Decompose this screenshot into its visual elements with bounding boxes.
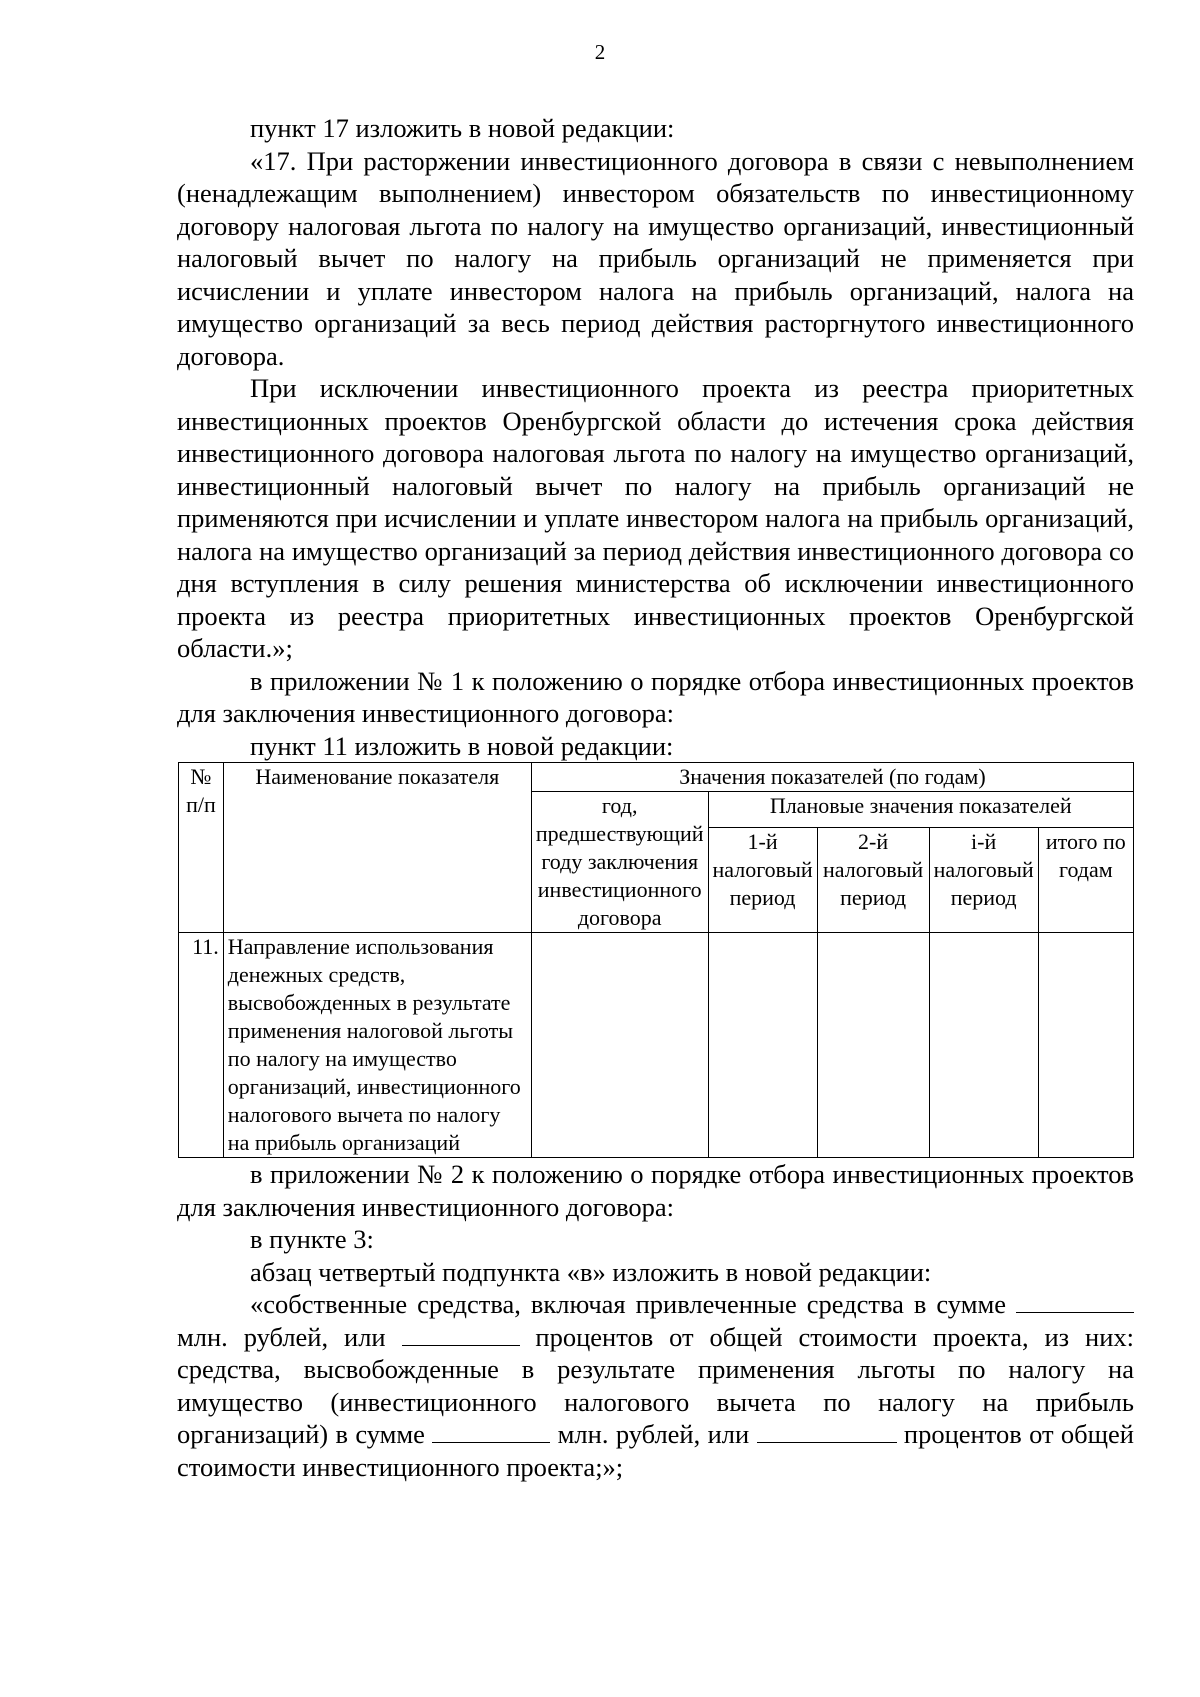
paragraph-point-3: в пункте 3: [250, 1224, 374, 1254]
col-number-header: № п/п [179, 763, 224, 933]
blank-field-3 [432, 1441, 550, 1443]
paragraph-appendix-1: в приложении № 1 к положению о порядке отбора инвестиционных проектов для заключения инвестиционного договора: [177, 665, 1134, 728]
final-part-4: млн. рублей, или [557, 1419, 750, 1449]
paragraph-final [177, 1288, 1134, 1483]
final-part-2: млн. рублей, или [177, 1321, 386, 1352]
blank-field-2 [402, 1344, 520, 1346]
cell-prev-year [531, 933, 708, 1158]
col-values-header: Значения показателей (по годам) [531, 763, 1133, 792]
final-part-1: «собственные средства, включая привлеченные средства в сумме [250, 1289, 1006, 1319]
paragraph-abzac: абзац четвертый подпункта «в» изложить в новой редакции: [250, 1256, 932, 1287]
document-body [177, 112, 1134, 1483]
row-name: Направление использования денежных средств, высвобожденных в результате применения налоговой льготы по налогу на имущество организаций, инвестиционного налогового вычета по налогу на прибыль организаций [223, 933, 531, 1158]
cell-period-i [929, 933, 1038, 1158]
col-planned-header: Плановые значения показателей [708, 792, 1134, 828]
final-part-5: процентов от общей стоимости инвестиционного проекта;»; [177, 1419, 1134, 1482]
indicators-table [178, 762, 1134, 1158]
paragraph-17: «17. При расторжении инвестиционного договора в связи с невыполнением (ненадлежащим выполнением) инвестором обязательств по инвестиционному договору налоговая льгота по налогу на имущество организаций, инвестиционный налоговый вычет по налогу на прибыль организаций не применяется при исчислении и уплате инвестором налога на прибыль организаций, налога на имущество организаций за весь период действия расторгнутого инвестиционного договора. [177, 145, 1134, 371]
cell-period-2 [817, 933, 929, 1158]
blank-field-1 [1016, 1311, 1134, 1313]
paragraph-appendix-2: в приложении № 2 к положению о порядке отбора инвестиционных проектов для заключения инвестиционного договора: [177, 1159, 1134, 1222]
paragraph-exclusion: При исключении инвестиционного проекта из реестра приоритетных инвестиционных проектов Оренбургской области до истечения срока действия инвестиционного договора налоговая льгота по налогу на имущество организаций, инвестиционный налоговый вычет по налогу на прибыль организаций не применяются при исчислении и уплате инвестором налога на прибыль организаций, налога на имущество организаций за период действия инвестиционного договора со дня вступления в силу решения министерства об исключении инвестиционного проекта из реестра приоритетных инвестиционных проектов Оренбургской области.»; [177, 373, 1134, 663]
col-name-header: Наименование показателя [223, 763, 531, 933]
table-row [179, 933, 1134, 1158]
cell-total [1038, 933, 1133, 1158]
final-part-3: процентов от общей стоимости проекта, из них: средства, высвобожденные в результате применения льготы по налогу на имущество (инвестиционного налогового вычета по налогу на прибыль организаций) в сумме [177, 1321, 1135, 1449]
col-period-2-header: 2-й налоговый период [817, 827, 929, 932]
cell-period-1 [708, 933, 817, 1158]
row-number: 11. [179, 933, 224, 1158]
col-period-i-header: i-й налоговый период [929, 827, 1038, 932]
col-total-header: итого по годам [1038, 827, 1133, 932]
intro-line: пункт 17 изложить в новой редакции: [250, 113, 675, 143]
point-11-line: пункт 11 изложить в новой редакции: [250, 730, 674, 761]
blank-field-4 [757, 1441, 897, 1443]
col-period-1-header: 1-й налоговый период [708, 827, 817, 932]
col-prev-year-header: год, предшествующий году заключения инвестиционного договора [531, 792, 708, 933]
page-number: 2 [594, 40, 606, 64]
